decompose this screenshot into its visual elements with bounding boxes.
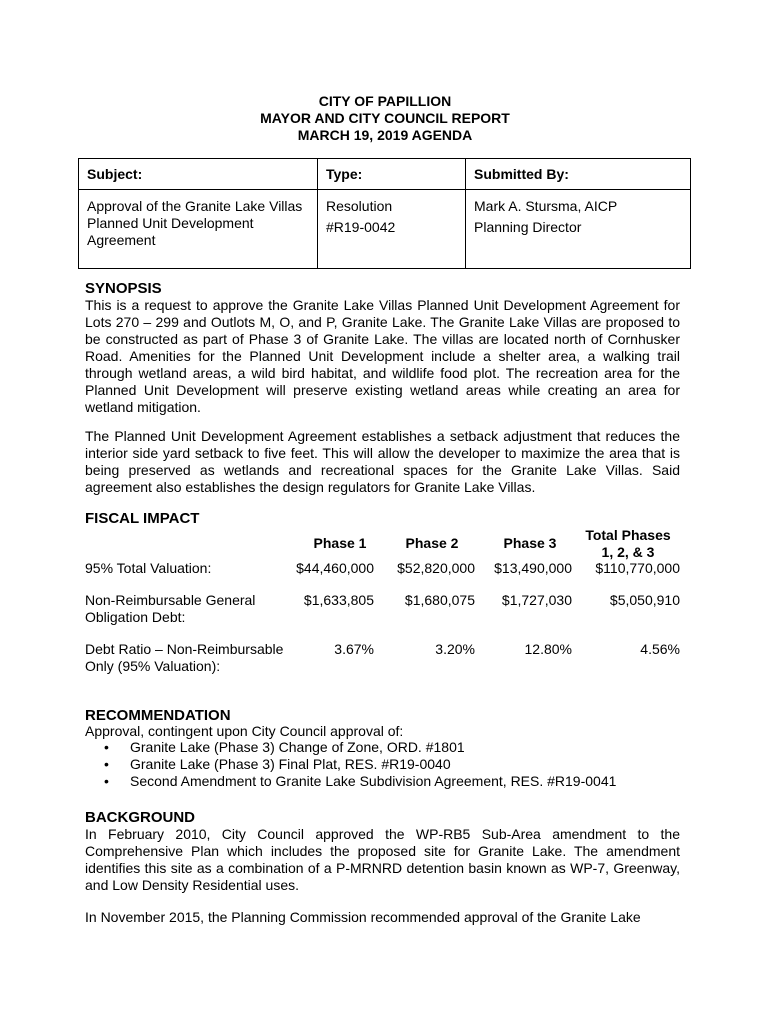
value-phase-2: 3.20%: [435, 641, 475, 657]
col-phase-2: Phase 2: [405, 535, 459, 551]
value-phase-3: $1,727,030: [501, 592, 572, 608]
submitter-title: Planning Director: [474, 219, 582, 235]
list-item-text: Second Amendment to Granite Lake Subdivision Agreement, RES. #R19-0041: [130, 773, 617, 789]
fiscal-impact-heading: FISCAL IMPACT: [85, 510, 200, 527]
list-item: [104, 773, 617, 790]
value-phase-3: 12.80%: [524, 641, 572, 657]
col-total-line2: 1, 2, & 3: [601, 544, 655, 560]
row-label: Non-Reimbursable General: [85, 592, 256, 608]
bullet: •: [104, 756, 109, 772]
synopsis-paragraph-2: The Planned Unit Development Agreement establishes a setback adjustment that reduces the interior side yard setback to five feet. This will allow the developer to maximize the area that is being preserved as wetlands and recreational spaces for the Granite Lake Villas. Said agreement also establishes the design regulators for Granite Lake Villas.: [85, 428, 680, 495]
value-phase-1: $44,460,000: [296, 560, 374, 576]
subject-line: Planned Unit Development: [87, 215, 254, 231]
type-header: Type:: [318, 159, 466, 190]
subject-header: Subject:: [79, 159, 318, 190]
synopsis-heading: SYNOPSIS: [85, 280, 162, 297]
col-phase-1: Phase 1: [313, 535, 367, 551]
report-info-table: [78, 158, 691, 269]
bullet: •: [104, 773, 109, 789]
type-line: Resolution: [326, 198, 393, 214]
row-label: Debt Ratio – Non-Reimbursable: [85, 641, 284, 657]
report-title: MAYOR AND CITY COUNCIL REPORT: [260, 110, 510, 126]
value-phase-1: $1,633,805: [303, 592, 374, 608]
submitted-by-header: Submitted By:: [466, 159, 691, 190]
row-label: 95% Total Valuation:: [85, 560, 212, 576]
col-phase-3: Phase 3: [503, 535, 557, 551]
type-line: #R19-0042: [326, 219, 396, 235]
city-name: CITY OF PAPILLION: [318, 93, 452, 109]
background-paragraph-1: In February 2010, City Council approved the WP-RB5 Sub-Area amendment to the Comprehensive Plan which includes the proposed site for Granite Lake. The amendment identifies this site as a combination of a P-MRNRD detention basin known as WP-7, Greenway, and Low Density Residential uses.: [85, 826, 680, 893]
subject-cell: [79, 190, 318, 269]
col-total-line1: Total Phases: [585, 527, 671, 543]
list-item: [104, 739, 616, 756]
recommendation-list: [85, 739, 616, 790]
recommendation-heading: RECOMMENDATION: [85, 707, 231, 724]
row-label-cont: Only (95% Valuation):: [85, 658, 221, 674]
value-total: 4.56%: [640, 641, 680, 657]
background-heading: BACKGROUND: [85, 809, 195, 826]
agenda-date: MARCH 19, 2019 AGENDA: [297, 127, 473, 143]
value-phase-2: $1,680,075: [404, 592, 475, 608]
bullet: •: [104, 739, 109, 755]
list-item-text: Granite Lake (Phase 3) Final Plat, RES. #R19-0040: [130, 756, 451, 772]
type-cell: [318, 190, 466, 269]
submitter-name: Mark A. Stursma, AICP: [474, 198, 618, 214]
value-total: $110,770,000: [595, 560, 680, 576]
value-phase-2: $52,820,000: [397, 560, 475, 576]
subject-line: Agreement: [87, 232, 156, 248]
recommendation-intro: Approval, contingent upon City Council approval of:: [85, 723, 404, 739]
value-phase-3: $13,490,000: [494, 560, 572, 576]
subject-line: Approval of the Granite Lake Villas: [87, 198, 303, 214]
synopsis-paragraph-1: This is a request to approve the Granite Lake Villas Planned Unit Development Agreement for Lots 270 – 299 and Outlots M, O, and P, Granite Lake. The Granite Lake Villas are proposed to be constructed as part of Phase 3 of Granite Lake. The villas are located north of Cornhusker Road. Amenities for the Planned Unit Development include a shelter area, a walking trail through wetland areas, a wild bird habitat, and wildlife food plot. The recreation area for the Planned Unit Development will preserve existing wetland areas while creating an area for wetland mitigation.: [85, 297, 680, 415]
list-item: [104, 756, 616, 773]
background-paragraph-2: In November 2015, the Planning Commission recommended approval of the Granite Lake: [85, 909, 641, 925]
list-item-text: Granite Lake (Phase 3) Change of Zone, ORD. #1801: [130, 739, 465, 755]
value-phase-1: 3.67%: [334, 641, 374, 657]
row-label-cont: Obligation Debt:: [85, 609, 186, 625]
value-total: $5,050,910: [609, 592, 680, 608]
submitted-by-cell: [466, 190, 691, 269]
